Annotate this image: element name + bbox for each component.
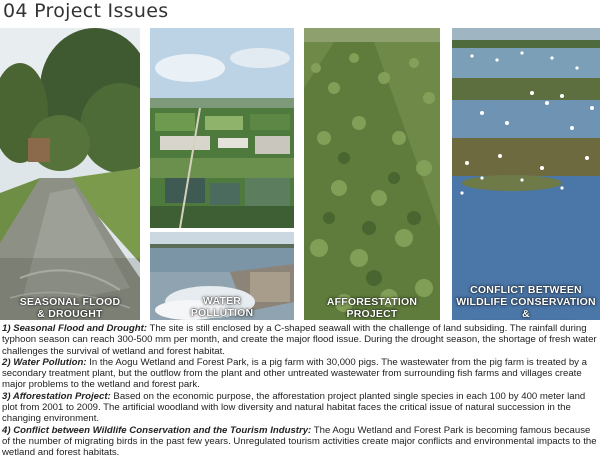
flood-caption-line2: & DROUGHT: [37, 308, 103, 320]
issue-body: The site is still enclosed by a C-shaped seawall with the challenge of land subsiding. The rainfall during typhoon season can reach 300-500 mm per month, and create the major flood issue. During the drought season, the shortage of fresh water challenges the survival of wetland and forest habitat.: [2, 323, 597, 357]
afforestation-caption-line2: PROJECT: [346, 308, 398, 320]
afforestation-photo: [304, 28, 440, 320]
flood-caption: [0, 296, 140, 320]
issue-paragraph: [2, 425, 600, 459]
issue-paragraph: [2, 391, 600, 425]
issue-heading: 3) Afforestation Project:: [2, 390, 111, 402]
conflict-caption: [452, 284, 600, 320]
issue-body: The Aogu Wetland and Forest Park is becoming famous because of the number of migrating birds in the past few years. Unregulated tourism activities create major conflicts and environmental impacts to the wetland and forest habitats.: [2, 424, 597, 459]
flood-caption-line1: SEASONAL FLOOD: [19, 296, 121, 308]
issues-description: [2, 323, 600, 459]
water-caption-line2: POLLUTION: [190, 307, 254, 319]
conflict-caption-line1: CONFLICT BETWEEN: [470, 284, 582, 296]
issue-body: In the Aogu Wetland and Forest Park, is a pig farm with 30,000 pigs. The wastewater from the pig farm is treated by a secondary treatment plant, but the outflow from the plant and other untreated wastewater from surrounding fish farms and villages create major problems to the wetland and forest park.: [2, 356, 587, 391]
page-title: 04 Project Issues: [3, 0, 169, 22]
water-caption-line1: WATER: [202, 295, 242, 307]
conflict-caption-line2: WILDLIFE CONSERVATION &: [456, 296, 596, 320]
issue-heading: 4) Conflict between Wildlife Conservation and the Tourism Industry:: [2, 424, 312, 436]
afforestation-caption-line1: AFFORESTATION: [326, 296, 418, 308]
afforestation-caption: [304, 296, 440, 320]
issue-paragraph: [2, 357, 600, 391]
issue-paragraph: [2, 323, 600, 357]
wetland-birds-photo: [452, 28, 600, 320]
pollution-photo: [150, 232, 294, 320]
flood-photo: [0, 28, 140, 320]
issue-heading: 1) Seasonal Flood and Drought:: [2, 323, 147, 334]
issue-body: Based on the economic purpose, the afforestation project planted single species in each 100 by 400 meter land plot from 2001 to 2009. The artificial woodland with low diversity and natural habitat faces the critical issue of natural succession in the changing environment.: [2, 390, 586, 425]
aerial-farm-photo: [150, 28, 294, 228]
water-caption: [150, 295, 294, 319]
issue-heading: 2) Water Pollution:: [2, 356, 87, 368]
